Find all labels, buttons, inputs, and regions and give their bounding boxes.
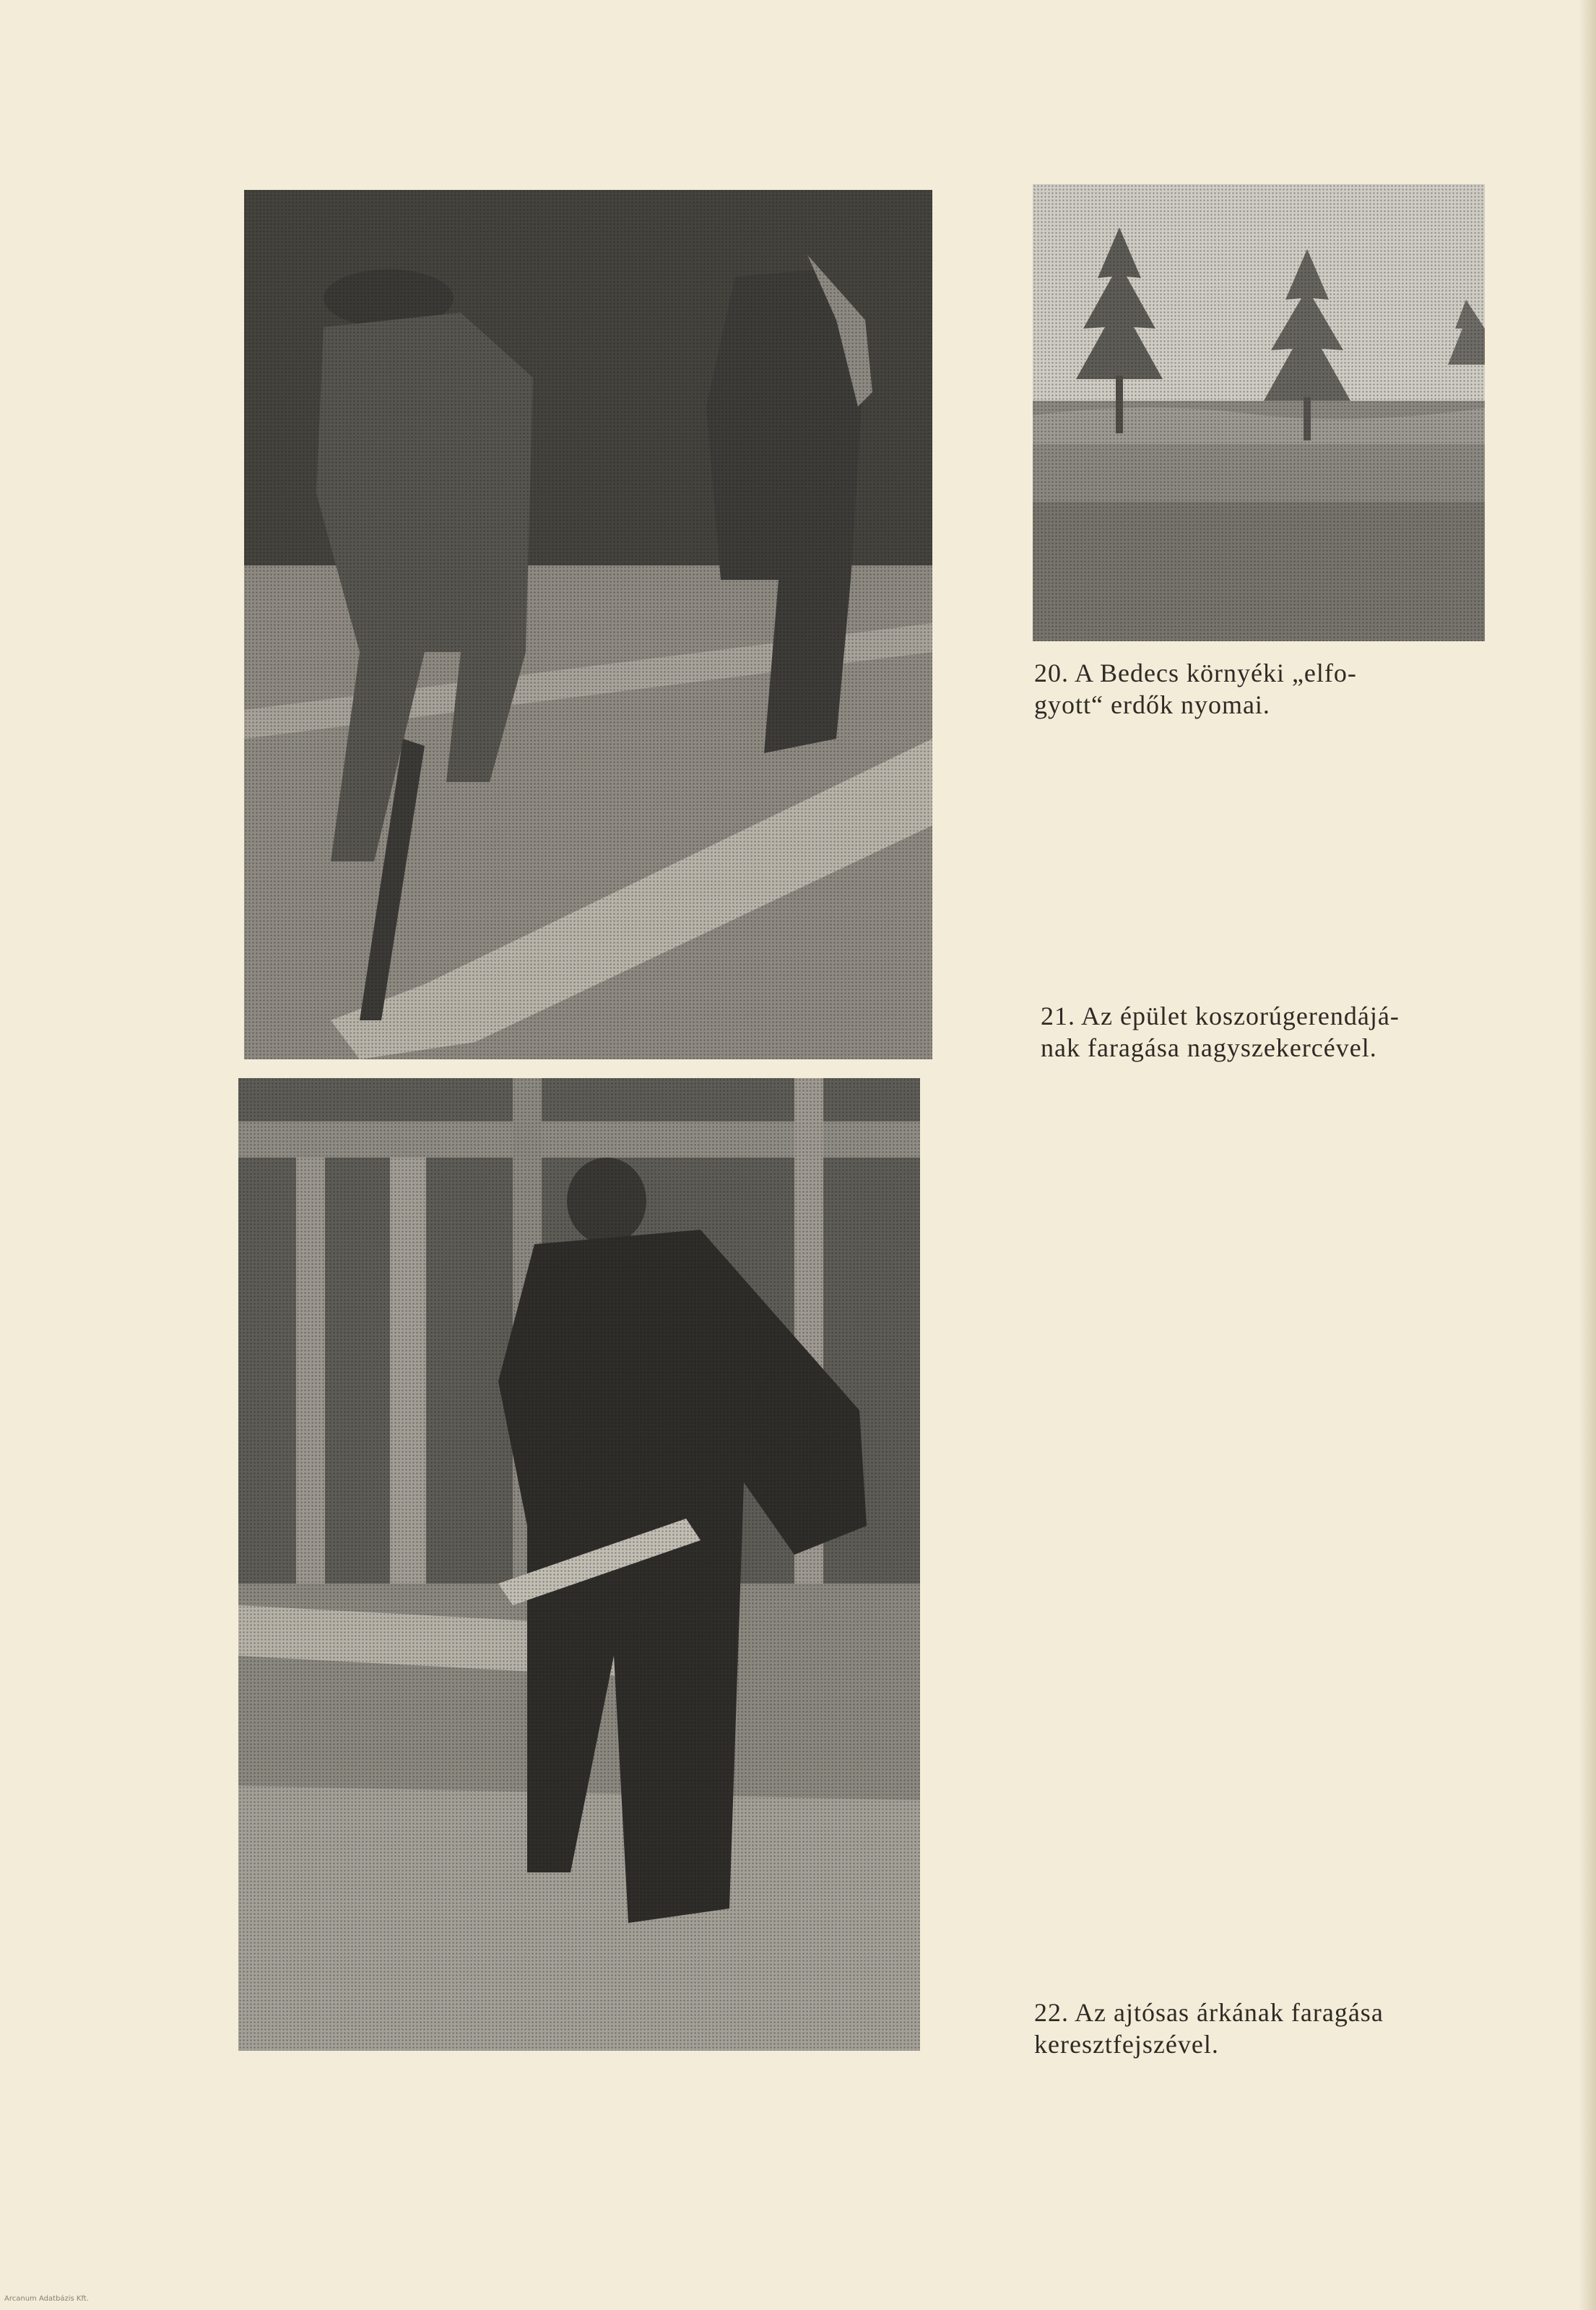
caption-line: keresztfejszével. [1034, 2030, 1219, 2059]
caption-line: gyott“ erdők nyomai. [1034, 690, 1270, 719]
photo-beam-carving [244, 190, 932, 1059]
footer-watermark: Arcanum Adatbázis Kft. [4, 2295, 89, 2303]
caption-line: nak faragása nagyszekercével. [1041, 1033, 1377, 1062]
caption-figure-21 [1041, 1000, 1478, 1064]
caption-line: 22. Az ajtósas árkának faragása [1034, 1998, 1384, 2027]
caption-figure-22 [1034, 1997, 1478, 2060]
page-edge-shadow [1579, 0, 1596, 2310]
caption-line: 20. A Bedecs környéki „elfo- [1034, 659, 1357, 687]
photo-doorframe-carving [238, 1078, 920, 2051]
photo-forest-remnants [1033, 184, 1485, 641]
caption-line: 21. Az épület koszorúgerendájá- [1041, 1002, 1400, 1030]
caption-figure-20 [1034, 657, 1485, 721]
